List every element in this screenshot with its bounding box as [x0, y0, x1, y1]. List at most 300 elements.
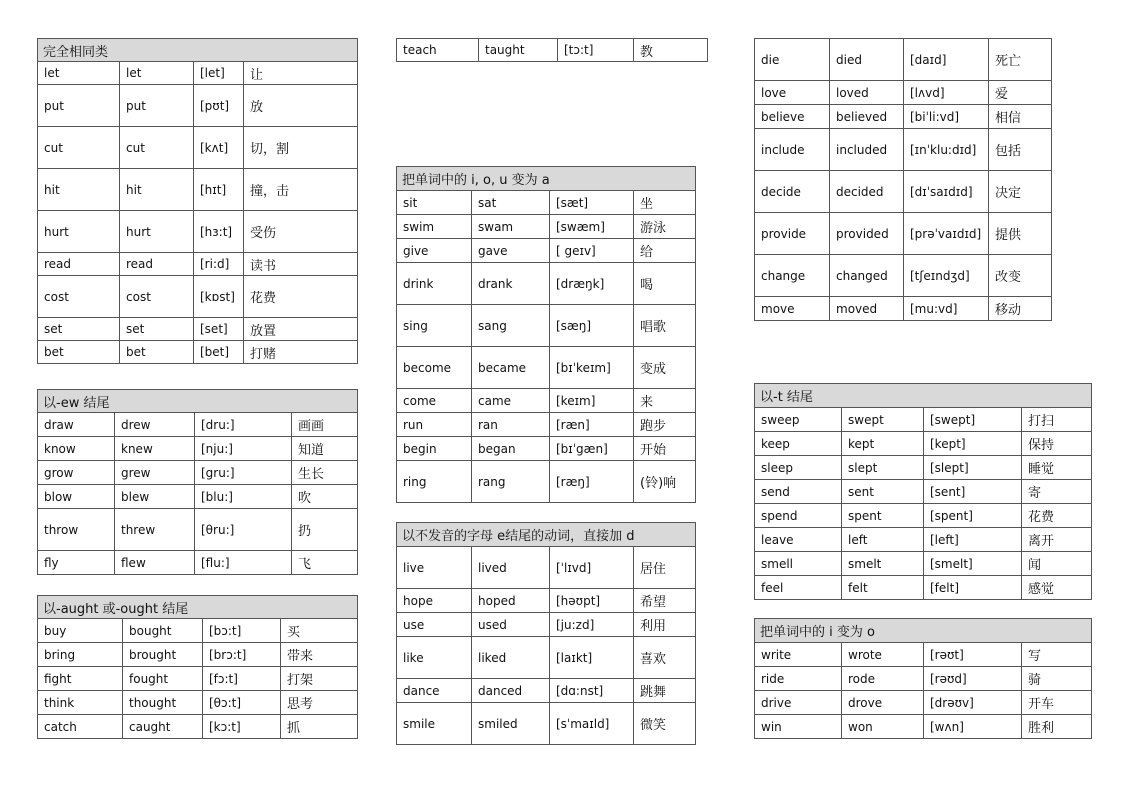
verb-past: cut [120, 127, 194, 169]
meaning: 给 [634, 239, 696, 263]
verb-table-t9 [754, 618, 1092, 739]
verb-base: put [38, 85, 120, 127]
verb-past: read [120, 253, 194, 276]
phonetic: [kɔ:t] [203, 715, 281, 739]
meaning: 打扫 [1022, 408, 1092, 432]
verb-base: use [397, 613, 472, 637]
table-row [755, 504, 1092, 528]
verb-base: grow [38, 461, 115, 485]
phonetic: [hɪt] [194, 169, 244, 211]
meaning: 提供 [989, 213, 1052, 255]
phonetic: [swept] [924, 408, 1022, 432]
verb-past: let [120, 62, 194, 85]
verb-past: swept [842, 408, 924, 432]
table-row [397, 613, 696, 637]
verb-base: believe [755, 105, 830, 129]
verb-base: dance [397, 679, 472, 703]
verb-past: taught [479, 39, 558, 62]
phonetic: [gru:] [195, 461, 292, 485]
verb-past: gave [472, 239, 550, 263]
verb-past: hit [120, 169, 194, 211]
verb-base: smile [397, 703, 472, 745]
meaning: 跑步 [634, 413, 696, 437]
phonetic: [daɪd] [904, 39, 989, 81]
phonetic: [prəˈvaɪdɪd] [904, 213, 989, 255]
verb-base: throw [38, 509, 115, 551]
verb-table-t5 [396, 166, 696, 503]
table-row [397, 239, 696, 263]
table-row [38, 551, 358, 575]
verb-past: fought [123, 667, 203, 691]
verb-past: spent [842, 504, 924, 528]
table-row [755, 552, 1092, 576]
verb-base: change [755, 255, 830, 297]
meaning: 利用 [634, 613, 696, 637]
phonetic: [sæŋ] [550, 305, 634, 347]
verb-past: ran [472, 413, 550, 437]
verb-past: believed [830, 105, 904, 129]
verb-base: win [755, 715, 842, 739]
meaning: 跳舞 [634, 679, 696, 703]
verb-past: threw [115, 509, 195, 551]
meaning: 离开 [1022, 528, 1092, 552]
phonetic: [rəʊd] [924, 667, 1022, 691]
meaning: 撞，击 [244, 169, 358, 211]
table-row [38, 643, 358, 667]
phonetic: [pʊt] [194, 85, 244, 127]
table-row [397, 191, 696, 215]
verb-base: ride [755, 667, 842, 691]
verb-base: sing [397, 305, 472, 347]
table-title: 把单词中的 i 变为 o [755, 619, 1092, 643]
meaning: 保持 [1022, 432, 1092, 456]
verb-past: rode [842, 667, 924, 691]
table-title: 以-aught 或-ought 结尾 [38, 596, 358, 619]
verb-table-t7 [754, 38, 1052, 321]
table-row [397, 637, 696, 679]
phonetic: [biˈli:vd] [904, 105, 989, 129]
meaning: 飞 [292, 551, 358, 575]
verb-base: write [755, 643, 842, 667]
phonetic: [keɪm] [550, 389, 634, 413]
table-row [38, 413, 358, 437]
verb-base: provide [755, 213, 830, 255]
verb-past: left [842, 528, 924, 552]
verb-base: love [755, 81, 830, 105]
table-row [397, 413, 696, 437]
table-row [755, 213, 1052, 255]
verb-base: smell [755, 552, 842, 576]
verb-base: fight [38, 667, 123, 691]
meaning: 知道 [292, 437, 358, 461]
phonetic: [bɪˈgæn] [550, 437, 634, 461]
verb-past: decided [830, 171, 904, 213]
phonetic: [kept] [924, 432, 1022, 456]
table-row [755, 105, 1052, 129]
verb-past: came [472, 389, 550, 413]
phonetic: [laɪkt] [550, 637, 634, 679]
meaning: 买 [281, 619, 358, 643]
meaning: 死亡 [989, 39, 1052, 81]
meaning: 受伤 [244, 211, 358, 253]
meaning: 坐 [634, 191, 696, 215]
verb-base: become [397, 347, 472, 389]
verb-base: teach [397, 39, 479, 62]
verb-base: run [397, 413, 472, 437]
meaning: 开车 [1022, 691, 1092, 715]
verb-past: blew [115, 485, 195, 509]
verb-past: thought [123, 691, 203, 715]
table-row [397, 679, 696, 703]
phonetic: [ri:d] [194, 253, 244, 276]
verb-past: brought [123, 643, 203, 667]
phonetic: [felt] [924, 576, 1022, 600]
phonetic: [swæm] [550, 215, 634, 239]
verb-table-t6 [396, 522, 696, 745]
table-row [755, 297, 1052, 321]
verb-past: bet [120, 341, 194, 364]
table-row [755, 528, 1092, 552]
table-row [397, 589, 696, 613]
meaning: (铃)响 [634, 461, 696, 503]
verb-base: blow [38, 485, 115, 509]
verb-past: died [830, 39, 904, 81]
table-row [38, 461, 358, 485]
table-row [38, 253, 358, 276]
verb-base: swim [397, 215, 472, 239]
table-row [397, 215, 696, 239]
verb-base: catch [38, 715, 123, 739]
verb-base: come [397, 389, 472, 413]
table-row [755, 456, 1092, 480]
verb-past: used [472, 613, 550, 637]
meaning: 读书 [244, 253, 358, 276]
meaning: 微笑 [634, 703, 696, 745]
phonetic: [bet] [194, 341, 244, 364]
verb-table-t2 [37, 389, 358, 575]
phonetic: [θru:] [195, 509, 292, 551]
verb-base: hope [397, 589, 472, 613]
meaning: 移动 [989, 297, 1052, 321]
phonetic: [ræŋ] [550, 461, 634, 503]
verb-table-t8 [754, 383, 1092, 600]
verb-base: move [755, 297, 830, 321]
verb-base: bring [38, 643, 123, 667]
table-row [755, 129, 1052, 171]
meaning: 放 [244, 85, 358, 127]
verb-base: hit [38, 169, 120, 211]
table-row [755, 667, 1092, 691]
verb-past: loved [830, 81, 904, 105]
table-row [755, 255, 1052, 297]
phonetic: [drəʊv] [924, 691, 1022, 715]
verb-past: rang [472, 461, 550, 503]
meaning: 相信 [989, 105, 1052, 129]
table-title: 完全相同类 [38, 39, 358, 62]
table-row [38, 667, 358, 691]
phonetic: [sˈmaɪld] [550, 703, 634, 745]
verb-past: smiled [472, 703, 550, 745]
verb-base: drive [755, 691, 842, 715]
table-row [397, 263, 696, 305]
phonetic: [tʃeɪndʒd] [904, 255, 989, 297]
table-row [397, 703, 696, 745]
table-row [38, 127, 358, 169]
verb-past: sang [472, 305, 550, 347]
verb-table-t1 [37, 38, 358, 364]
meaning: 变成 [634, 347, 696, 389]
verb-past: became [472, 347, 550, 389]
verb-past: included [830, 129, 904, 171]
meaning: 游泳 [634, 215, 696, 239]
verb-past: bought [123, 619, 203, 643]
verb-base: draw [38, 413, 115, 437]
table-row [755, 81, 1052, 105]
table-row [755, 408, 1092, 432]
table-row [755, 576, 1092, 600]
meaning: 写 [1022, 643, 1092, 667]
verb-past: lived [472, 547, 550, 589]
verb-past: caught [123, 715, 203, 739]
meaning: 抓 [281, 715, 358, 739]
phonetic: [wʌn] [924, 715, 1022, 739]
verb-past: slept [842, 456, 924, 480]
verb-base: sleep [755, 456, 842, 480]
meaning: 让 [244, 62, 358, 85]
meaning: 放置 [244, 318, 358, 341]
verb-past: sat [472, 191, 550, 215]
verb-past: smelt [842, 552, 924, 576]
table-row [397, 305, 696, 347]
table-row [38, 619, 358, 643]
table-row [755, 171, 1052, 213]
phonetic: [left] [924, 528, 1022, 552]
table-row [397, 461, 696, 503]
meaning: 带来 [281, 643, 358, 667]
meaning: 画画 [292, 413, 358, 437]
verb-table-t3 [37, 595, 358, 739]
table-title: 以-t 结尾 [755, 384, 1092, 408]
verb-past: drove [842, 691, 924, 715]
table-row [397, 347, 696, 389]
phonetic: [fɔ:t] [203, 667, 281, 691]
verb-base: keep [755, 432, 842, 456]
table-row [38, 715, 358, 739]
phonetic: [hɜ:t] [194, 211, 244, 253]
meaning: 睡觉 [1022, 456, 1092, 480]
meaning: 胜利 [1022, 715, 1092, 739]
meaning: 寄 [1022, 480, 1092, 504]
table-row [755, 715, 1092, 739]
verb-base: like [397, 637, 472, 679]
verb-base: ring [397, 461, 472, 503]
meaning: 生长 [292, 461, 358, 485]
table-row [38, 85, 358, 127]
table-row [755, 643, 1092, 667]
verb-past: felt [842, 576, 924, 600]
phonetic: [mu:vd] [904, 297, 989, 321]
phonetic: [sæt] [550, 191, 634, 215]
phonetic: [dɪˈsaɪdɪd] [904, 171, 989, 213]
verb-base: begin [397, 437, 472, 461]
verb-base: sweep [755, 408, 842, 432]
verb-base: read [38, 253, 120, 276]
meaning: 包括 [989, 129, 1052, 171]
verb-base: set [38, 318, 120, 341]
verb-past: wrote [842, 643, 924, 667]
phonetic: [dɑ:nst] [550, 679, 634, 703]
table-title: 把单词中的 i, o, u 变为 a [397, 167, 696, 191]
verb-base: hurt [38, 211, 120, 253]
verb-past: grew [115, 461, 195, 485]
table-row [38, 169, 358, 211]
table-row [397, 547, 696, 589]
meaning: 花费 [244, 276, 358, 318]
meaning: 决定 [989, 171, 1052, 213]
verb-past: drew [115, 413, 195, 437]
verb-base: leave [755, 528, 842, 552]
phonetic: [kɒst] [194, 276, 244, 318]
verb-past: flew [115, 551, 195, 575]
phonetic: [set] [194, 318, 244, 341]
meaning: 思考 [281, 691, 358, 715]
verb-base: drink [397, 263, 472, 305]
table-row [397, 389, 696, 413]
verb-base: think [38, 691, 123, 715]
phonetic: [həʊpt] [550, 589, 634, 613]
table-row [38, 318, 358, 341]
phonetic: [rəʊt] [924, 643, 1022, 667]
table-row [38, 691, 358, 715]
table-row [755, 432, 1092, 456]
verb-past: set [120, 318, 194, 341]
meaning: 骑 [1022, 667, 1092, 691]
phonetic: [θɔ:t] [203, 691, 281, 715]
phonetic: [ɪnˈklu:dɪd] [904, 129, 989, 171]
verb-table-t4 [396, 38, 708, 62]
table-row [38, 437, 358, 461]
verb-past: put [120, 85, 194, 127]
phonetic: [let] [194, 62, 244, 85]
phonetic: [ geɪv] [550, 239, 634, 263]
verb-past: moved [830, 297, 904, 321]
meaning: 居住 [634, 547, 696, 589]
table-title: 以-ew 结尾 [38, 390, 358, 413]
phonetic: [blu:] [195, 485, 292, 509]
phonetic: [ræn] [550, 413, 634, 437]
verb-base: send [755, 480, 842, 504]
verb-base: fly [38, 551, 115, 575]
phonetic: [tɔ:t] [558, 39, 634, 62]
meaning: 来 [634, 389, 696, 413]
meaning: 扔 [292, 509, 358, 551]
verb-past: swam [472, 215, 550, 239]
table-row [38, 509, 358, 551]
meaning: 改变 [989, 255, 1052, 297]
table-row [755, 480, 1092, 504]
phonetic: [lʌvd] [904, 81, 989, 105]
meaning: 喝 [634, 263, 696, 305]
table-row [755, 691, 1092, 715]
phonetic: [slept] [924, 456, 1022, 480]
meaning: 教 [634, 39, 708, 62]
meaning: 感觉 [1022, 576, 1092, 600]
table-row [38, 62, 358, 85]
verb-base: bet [38, 341, 120, 364]
verb-base: cost [38, 276, 120, 318]
meaning: 唱歌 [634, 305, 696, 347]
meaning: 打赌 [244, 341, 358, 364]
verb-base: feel [755, 576, 842, 600]
phonetic: [smelt] [924, 552, 1022, 576]
table-row [38, 276, 358, 318]
meaning: 打架 [281, 667, 358, 691]
table-row [755, 39, 1052, 81]
verb-past: knew [115, 437, 195, 461]
phonetic: [sent] [924, 480, 1022, 504]
phonetic: [flu:] [195, 551, 292, 575]
phonetic: [nju:] [195, 437, 292, 461]
verb-past: kept [842, 432, 924, 456]
verb-base: buy [38, 619, 123, 643]
table-row [38, 211, 358, 253]
phonetic: [spent] [924, 504, 1022, 528]
table-row [397, 39, 708, 62]
phonetic: [ˈlɪvd] [550, 547, 634, 589]
verb-past: began [472, 437, 550, 461]
meaning: 切，割 [244, 127, 358, 169]
verb-past: cost [120, 276, 194, 318]
table-row [397, 437, 696, 461]
verb-base: cut [38, 127, 120, 169]
meaning: 闻 [1022, 552, 1092, 576]
verb-base: die [755, 39, 830, 81]
verb-past: changed [830, 255, 904, 297]
verb-base: include [755, 129, 830, 171]
verb-base: give [397, 239, 472, 263]
meaning: 喜欢 [634, 637, 696, 679]
verb-past: liked [472, 637, 550, 679]
verb-past: drank [472, 263, 550, 305]
verb-base: sit [397, 191, 472, 215]
verb-base: know [38, 437, 115, 461]
verb-past: danced [472, 679, 550, 703]
phonetic: [bɔ:t] [203, 619, 281, 643]
verb-past: hurt [120, 211, 194, 253]
verb-past: hoped [472, 589, 550, 613]
verb-base: live [397, 547, 472, 589]
phonetic: [ju:zd] [550, 613, 634, 637]
meaning: 爱 [989, 81, 1052, 105]
verb-past: won [842, 715, 924, 739]
table-row [38, 485, 358, 509]
table-title: 以不发音的字母 e结尾的动词，直接加 d [397, 523, 696, 547]
phonetic: [dræŋk] [550, 263, 634, 305]
phonetic: [kʌt] [194, 127, 244, 169]
verb-base: decide [755, 171, 830, 213]
verb-past: sent [842, 480, 924, 504]
meaning: 开始 [634, 437, 696, 461]
verb-past: provided [830, 213, 904, 255]
phonetic: [bɪˈkeɪm] [550, 347, 634, 389]
verb-base: let [38, 62, 120, 85]
meaning: 花费 [1022, 504, 1092, 528]
table-row [38, 341, 358, 364]
phonetic: [brɔ:t] [203, 643, 281, 667]
phonetic: [dru:] [195, 413, 292, 437]
verb-base: spend [755, 504, 842, 528]
meaning: 希望 [634, 589, 696, 613]
